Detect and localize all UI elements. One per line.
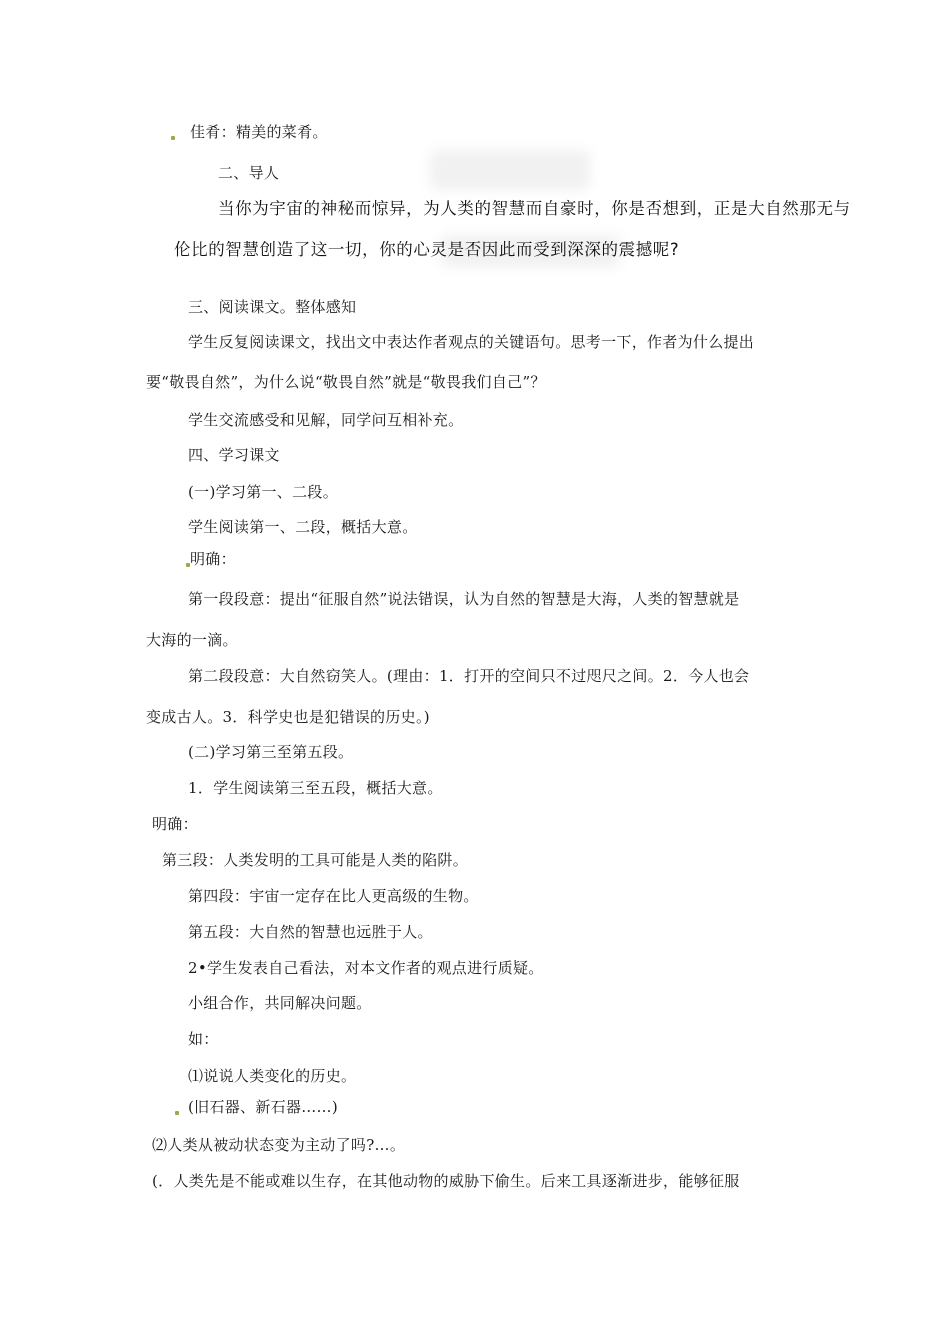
text-line: 变成古人。3．科学史也是犯错误的历史。) [146, 708, 430, 726]
bullet-marker [175, 1111, 179, 1115]
subsection-heading: (二)学习第三至第五段。 [188, 743, 354, 761]
text-line: (旧石器、新石器……) [188, 1098, 339, 1116]
text-line: 明确： [152, 815, 198, 833]
text-line: 第二段段意：大自然窃笑人。(理由：1．打开的空间只不过咫尺之间。2．今人也会 [188, 667, 750, 685]
text-line: 学生反复阅读课文，找出文中表达作者观点的关键语句。思考一下，作者为什么提出 [188, 333, 755, 351]
section-heading: 三、阅读课文。整体感知 [188, 298, 357, 316]
text-line: 1．学生阅读第三至五段，概括大意。 [188, 779, 443, 797]
text-line: 大海的一滴。 [146, 631, 238, 649]
text-line: 如： [188, 1030, 219, 1048]
text-line: 当你为宇宙的神秘而惊异，为人类的智慧而自豪时，你是否想到，正是大自然那无与 [218, 199, 851, 218]
text-line: 第三段：人类发明的工具可能是人类的陷阱。 [162, 851, 469, 869]
text-line: 明确： [190, 550, 236, 568]
text-line: (．人类先是不能或难以生存，在其他动物的威胁下偷生。后来工具逐渐进步，能够征服 [152, 1172, 740, 1190]
text-line: 伦比的智慧创造了这一切，你的心灵是否因此而受到深深的震撼呢? [174, 240, 680, 259]
text-line: 2•学生发表自己看法，对本文作者的观点进行质疑。 [188, 959, 544, 977]
text-line: 要“敬畏自然”，为什么说“敬畏自然”就是“敬畏我们自己”？ [146, 373, 546, 391]
section-heading: 二、导人 [218, 164, 280, 182]
text-line: 学生交流感受和见解，同学问互相补充。 [188, 411, 464, 429]
text-line: 学生阅读第一、二段，概括大意。 [188, 518, 418, 536]
section-heading: 四、学习课文 [188, 446, 280, 464]
text-line: 第一段段意：提出“征服自然”说法错误，认为自然的智慧是大海，人类的智慧就是 [188, 590, 740, 608]
bullet-marker [171, 136, 175, 140]
text-line: 第四段：宇宙一定存在比人更高级的生物。 [188, 887, 479, 905]
subsection-heading: (一)学习第一、二段。 [188, 483, 339, 501]
text-line: ⑴说说人类变化的历史。 [188, 1067, 357, 1085]
text-line: ⑵人类从被动状态变为主动了吗?…。 [152, 1136, 406, 1154]
text-line: 佳肴：精美的菜肴。 [190, 123, 328, 141]
text-line: 小组合作，共同解决问题。 [188, 994, 372, 1012]
text-line: 第五段：大自然的智慧也远胜于人。 [188, 923, 433, 941]
watermark-smudge [430, 150, 590, 190]
